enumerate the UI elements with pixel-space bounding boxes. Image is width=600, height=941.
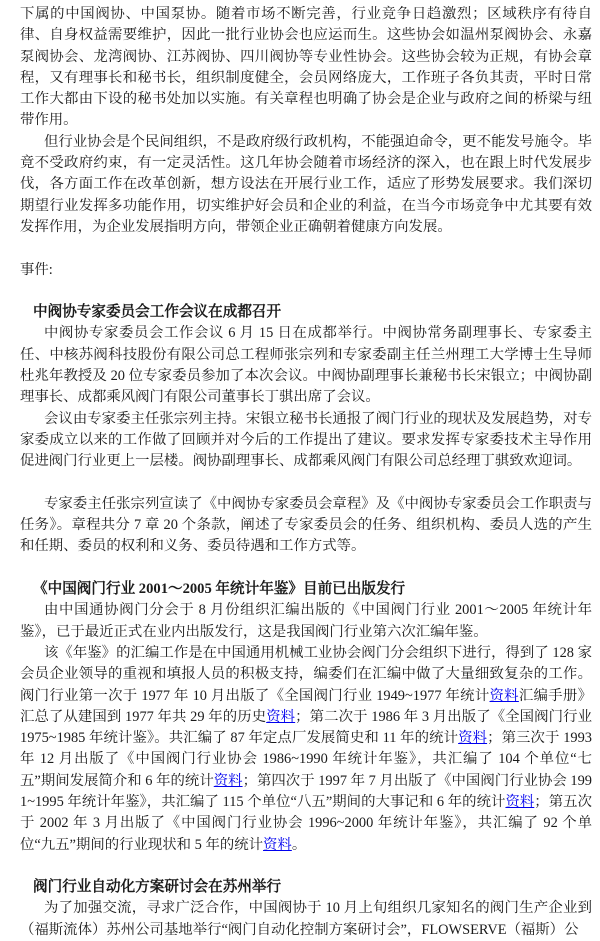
document-body — [20, 4, 592, 941]
ziliao-link[interactable]: 资料 — [458, 730, 488, 747]
text-run: ；第三次于 1993 年 12 月出版了《中国阀门行业协会 1986~1990 年统计年鉴》，共汇编了 104 个单位“七五”期间发展简介和 6 年的统计 — [20, 730, 592, 789]
blank-line — [20, 238, 592, 259]
blank-line — [20, 281, 592, 302]
blank-line — [20, 473, 592, 494]
text-run: ；第二次于 1986 年 3 月出版了《全国阀门行业 1975~1985 年统计鉴》。共汇编了 87 年定点厂发展简史和 11 年的统计 — [20, 708, 592, 747]
ziliao-link[interactable]: 资料 — [213, 772, 243, 789]
ziliao-link[interactable]: 资料 — [263, 836, 292, 853]
section-heading: 中阀协专家委员会工作会议在成都召开 — [33, 304, 282, 321]
text-run: ；第五次于 2002 年 3 月出版了《中国阀门行业协会 1996~2000 年统计年鉴》，共汇编了 92 个单位“九五”期间的行业现状和 5 年的统计 — [20, 793, 592, 853]
body-paragraph — [20, 643, 592, 856]
ziliao-link[interactable]: 资料 — [266, 708, 296, 725]
section-heading: 阀门行业自动化方案研讨会在苏州举行 — [33, 879, 282, 896]
section-heading: 《中国阀门行业 2001～2005 年统计年鉴》目前已出版发行 — [33, 581, 406, 598]
body-paragraph: 由中国通协阀门分会于 8 月份组织汇编出版的《中国阀门行业 2001～2005 年统计年鉴》，已于最近正式在业内出版发行，这是我国阀门行业第六次汇编年鉴。 — [20, 602, 592, 640]
ziliao-link[interactable]: 资料 — [489, 687, 519, 704]
body-paragraph: 但行业协会是个民间组织，不是政府级行政机构，不能强迫命令，更不能发号施令。毕竟不受政府约束，有一定灵活性。这几年协会随着市场经济的深入，也在跟上时代发展步伐，各方面工作在改革创新，想方设法在开展行业工作，适应了形势发展要求。我们深切期望行业发挥多功能作用，切实维护好会员和企业的利益，在当今市场竞争中尤其要有效发挥作用，为企业发展指明方向，带领企业正确朝着健康方向发展。 — [20, 133, 592, 235]
body-paragraph: 中阀协专家委员会工作会议 6 月 15 日在成都举行。中阀协常务副理事长、专家委主任、中核苏阀科技股份有限公司总工程师张宗列和专家委副主任兰州理工大学博士生导师杜兆年教授及 20 位专家委员参加了本次会议。中阀协副理事长兼秘书长宋银立；中阀协副理事长、成都乘风阀门有限公司董事长丁骐出席了会议。 — [20, 325, 592, 406]
body-paragraph: 为了加强交流，寻求广泛合作，中国阀协于 10 月上旬组织几家知名的阀门生产企业到（福斯流体）苏州公司基地举行“阀门自动化控制方案研讨会”，FLOWSERVE（福斯）公 — [20, 900, 592, 938]
body-paragraph: 会议由专家委主任张宗列主持。宋银立秘书长通报了阀门行业的现状及发展趋势，对专家委成立以来的工作做了回顾并对今后的工作提出了建议。要求发挥专家委技术主导作用 促进阀门行业更上一层楼。阀协副理事长、成都乘风阀门有限公司总经理丁骐致欢迎词。 — [20, 410, 592, 470]
ziliao-link[interactable]: 资料 — [505, 793, 535, 810]
blank-line — [20, 856, 592, 877]
body-paragraph: 专家委主任张宗列宣读了《中阀协专家委员会章程》及《中阀协专家委员会工作职责与任务》。章程共分 7 章 20 个条款，阐述了专家委员会的任务、组织机构、委员人选的产生和任期、委员的权利和义务、委员待遇和工作方式等。 — [20, 495, 592, 555]
text-run: 该《年鉴》的汇编工作是在中国通用机械工业协会阀门分会组织下进行，得到了 128 家会员企业领导的重视和填报人员的积极支持，编委们在汇编中做了大量细致复杂的工作。阀门行业第一次于 1977 年 10 月出版了《全国阀门行业 1949~1977 年统计 — [20, 644, 592, 704]
body-paragraph: 下属的中国阀协、中国泵协。随着市场不断完善，行业竞争日趋激烈；区域秩序有待自律、自身权益需要维护，因此一批行业协会也应运而生。这些协会如温州泵阀协会、永嘉泵阀协会、龙湾阀协、江苏阀协、四川阀协等专业性协会。这些协会较为正规，有协会章程，又有理事长和秘书长，组织制度健全，会员网络庞大，工作班子各负其责，平时日常工作大都由下设的秘书处加以实施。有关章程也明确了协会是企业与政府之间的桥梁与纽带作用。 — [20, 6, 592, 129]
text-run: 汇编手册》汇总了从建国到 1977 年共 29 年的历史 — [20, 687, 592, 725]
text-run: ；第四次于 1997 年 7 月出版了《中国阀门行业协会 1991~1995 年统计年鉴》，共汇编了 115 个单位“八五”期间的大事记和 6 年的统计 — [20, 772, 592, 810]
blank-line — [20, 558, 592, 579]
text-run: 。 — [291, 836, 307, 853]
events-label: 事件: — [20, 261, 53, 278]
